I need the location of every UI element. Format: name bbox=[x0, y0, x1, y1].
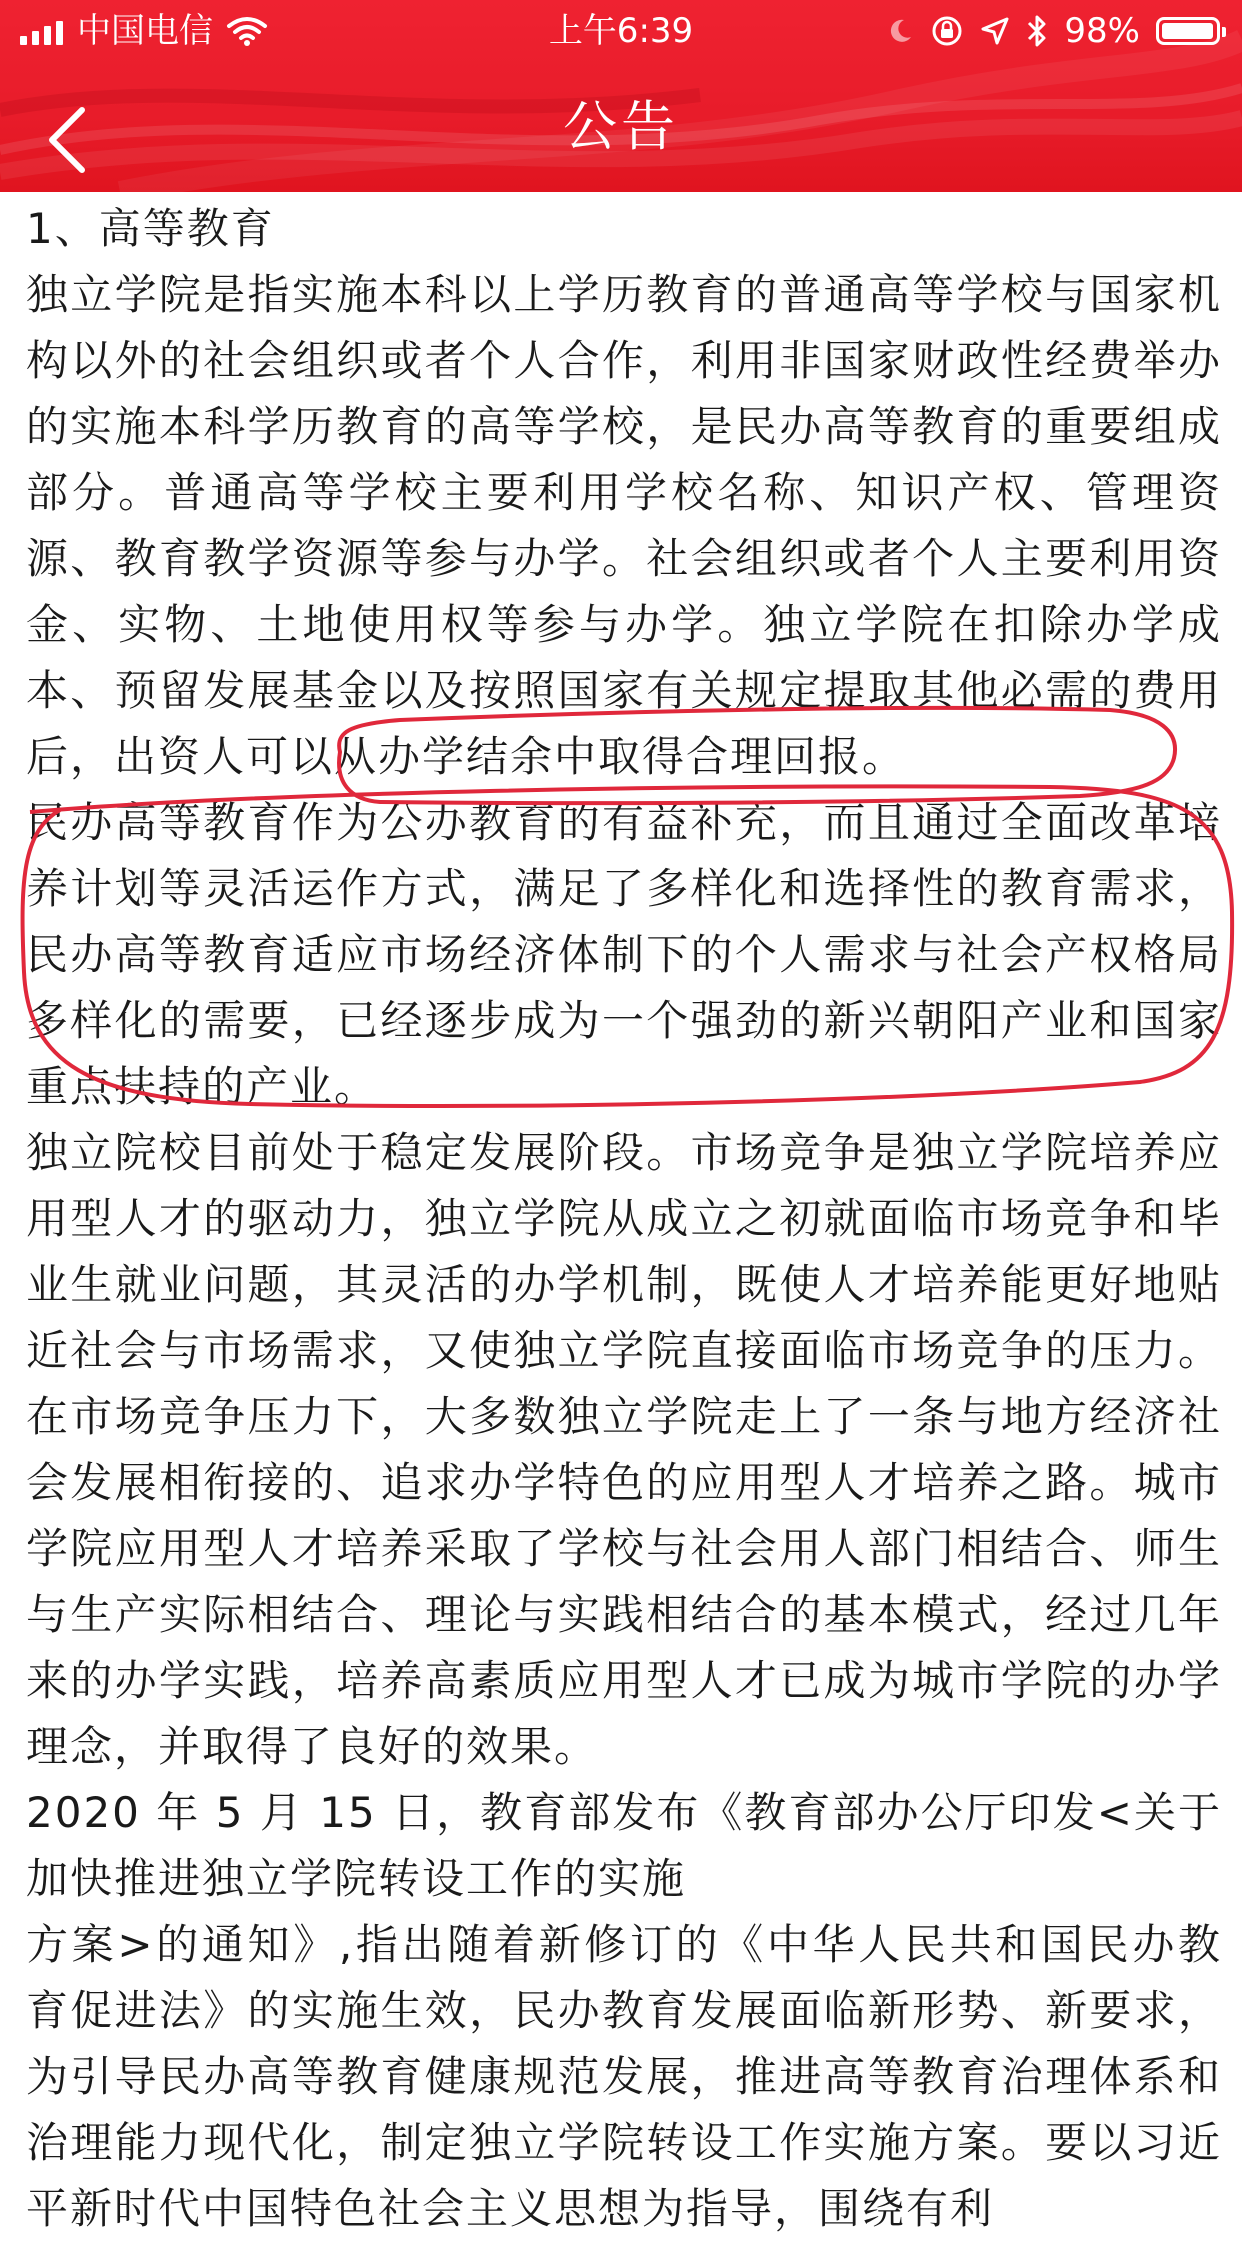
announcement-content[interactable] bbox=[0, 192, 1242, 2233]
article-paragraph: 独立学院是指实施本科以上学历教育的普通高等学校与国家机构以外的社会组织或者个人合作，利用非国家财政性经费举办的实施本科学历教育的高等学校，是民办高等教育的重要组成部分。普通高等学校主要利用学校名称、知识产权、管理资源、教育教学资源等参与办学。社会组织或者个人主要利用资金、实物、土地使用权等参与办学。独立学院在扣除办学成本、预留发展基金以及按照国家有关规定提取其他必需的费用后，出资人可以从办学结余中取得合理回报。 bbox=[26, 270, 1222, 781]
moon-icon bbox=[886, 17, 914, 45]
battery-level-fill bbox=[1162, 23, 1213, 39]
rotation-lock-icon bbox=[930, 14, 964, 48]
nav-bar bbox=[0, 62, 1242, 192]
bluetooth-icon bbox=[1026, 14, 1048, 48]
article-paragraph: 2020 年 5 月 15 日，教育部发布《教育部办公厅印发<关于加快推进独立学院转设工作的实施 bbox=[26, 1788, 1222, 1903]
page-title: 公告 bbox=[563, 95, 679, 158]
battery-icon bbox=[1156, 17, 1220, 45]
article-paragraph: 方案>的通知》,指出随着新修订的《中华人民共和国民办教育促进法》的实施生效，民办教育发展面临新形势、新要求，为引导民办高等教育健康规范发展，推进高等教育治理体系和治理能力现代化，制定独立学院转设工作实施方案。要以习近平新时代中国特色社会主义思想为指导，围绕有利 bbox=[26, 1920, 1222, 2233]
status-time: 上午6:39 bbox=[548, 11, 694, 51]
article-paragraph: 独立院校目前处于稳定发展阶段。市场竞争是独立学院培养应用型人才的驱动力，独立学院从成立之初就面临市场竞争和毕业生就业问题，其灵活的办学机制，既使人才培养能更好地贴近社会与市场需求，又使独立学院直接面临市场竞争的压力。在市场竞争压力下，大多数独立学院走上了一条与地方经济社会发展相衔接的、追求办学特色的应用型人才培养之路。城市学院应用型人才培养采取了学校与社会用人部门相结合、师生与生产实际相结合、理论与实践相结合的基本模式，经过几年来的办学实践，培养高素质应用型人才已成为城市学院的办学理念，并取得了良好的效果。 bbox=[26, 1128, 1222, 1771]
location-icon bbox=[980, 16, 1010, 46]
carrier-label: 中国电信 bbox=[77, 11, 213, 51]
section-heading: 1、高等教育 bbox=[26, 204, 275, 253]
article-body bbox=[26, 196, 1222, 2242]
battery-percent: 98% bbox=[1064, 11, 1140, 51]
app-header bbox=[0, 0, 1242, 192]
status-bar bbox=[0, 0, 1242, 62]
article-paragraph: 民办高等教育作为公办教育的有益补充，而且通过全面改革培养计划等灵活运作方式，满足了多样化和选择性的教育需求，民办高等教育适应市场经济体制下的个人需求与社会产权格局多样化的需要，已经逐步成为一个强劲的新兴朝阳产业和国家重点扶持的产业。 bbox=[26, 798, 1222, 1111]
